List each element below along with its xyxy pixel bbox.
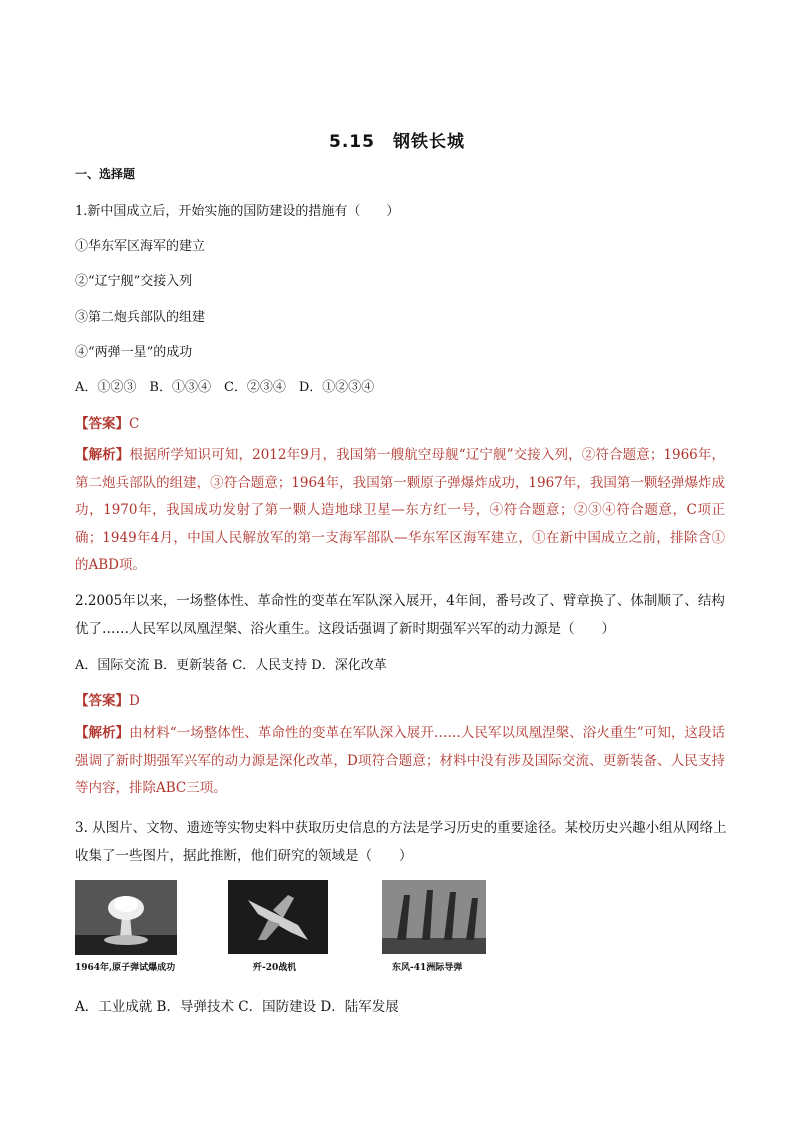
question-2-stem: 2.2005年以来，一场整体性、革命性的变革在军队深入展开，4年间，番号改了、臂章换了、体制顺了、结构优了……人民军以凤凰涅槃、浴火重生。这段话强调了新时期强军兴军的动力源是（ ） [75,593,725,637]
analysis-text: 根据所学知识可知，2012年9月，我国第一艘航空母舰“辽宁舰”交接入列，②符合题意；1966年，第二炮兵部队的组建，③符合题意；1964年，我国第一颗原子弹爆炸成功，1967年，我国第一颗轻弹爆炸成功，1970年，我国成功发射了第一颗人造地球卫星—东方红一号，④符合题意；②③④符合题意，C项正确；1949年4月，中国人民解放军的第一支海军部队—华东军区海军建立，①在新中国成立之前，排除含①的ABD项。 [75,447,726,573]
answer-value: C [129,416,140,432]
analysis-text: 由材料“一场整体性、革命性的变革在军队深入展开……人民军以凤凰涅槃、浴火重生”可知，这段话强调了新时期强军兴军的动力源是深化改革，D项符合题意；材料中没有涉及国际交流、更新装备、人民支持等内容，排除ABC三项。 [75,725,726,796]
question-1-item: ④“两弹一星”的成功 [75,345,193,360]
analysis-label: 【解析】 [75,725,130,741]
page-title: 5.15 钢铁长城 [329,132,465,152]
question-3-options: A．工业成就 B．导弹技术 C．国防建设 D．陆军发展 [75,999,399,1015]
image-caption: 歼-20战机 [253,963,297,973]
question-1-analysis [75,442,725,580]
question-1-stem: 1.新中国成立后，开始实施的国防建设的措施有（ ） [75,204,400,219]
answer-label: 【答案】 [75,416,129,432]
missile-photo [382,880,486,954]
question-3-stem: 3. 从图片、文物、遗迹等实物史料中获取历史信息的方法是学习历史的重要途径。某校历史兴趣小组从网络上收集了一些图片，据此推断，他们研究的领域是（ ） [75,820,727,864]
fighter-jet-photo [228,880,328,954]
answer-value: D [129,693,140,709]
question-1-item: ②“辽宁舰”交接入列 [75,274,193,289]
question-2-analysis [75,720,725,803]
question-2-answer [75,689,140,709]
question-1-item: ③第二炮兵部队的组建 [75,310,206,325]
question-1-options: A．①②③ B．①③④ C．②③④ D．①②③④ [75,380,375,395]
question-2-options: A．国际交流 B．更新装备 C．人民支持 D．深化改革 [75,658,387,673]
atomic-bomb-photo [75,880,177,955]
image-caption: 东风-41洲际导弹 [392,963,463,973]
question-1-item: ①华东军区海军的建立 [75,239,206,254]
question-1-answer [75,412,139,432]
answer-label: 【答案】 [75,693,129,709]
section-heading: 一、选择题 [75,167,136,181]
analysis-label: 【解析】 [75,447,130,463]
image-caption: 1964年,原子弹试爆成功 [75,963,176,973]
